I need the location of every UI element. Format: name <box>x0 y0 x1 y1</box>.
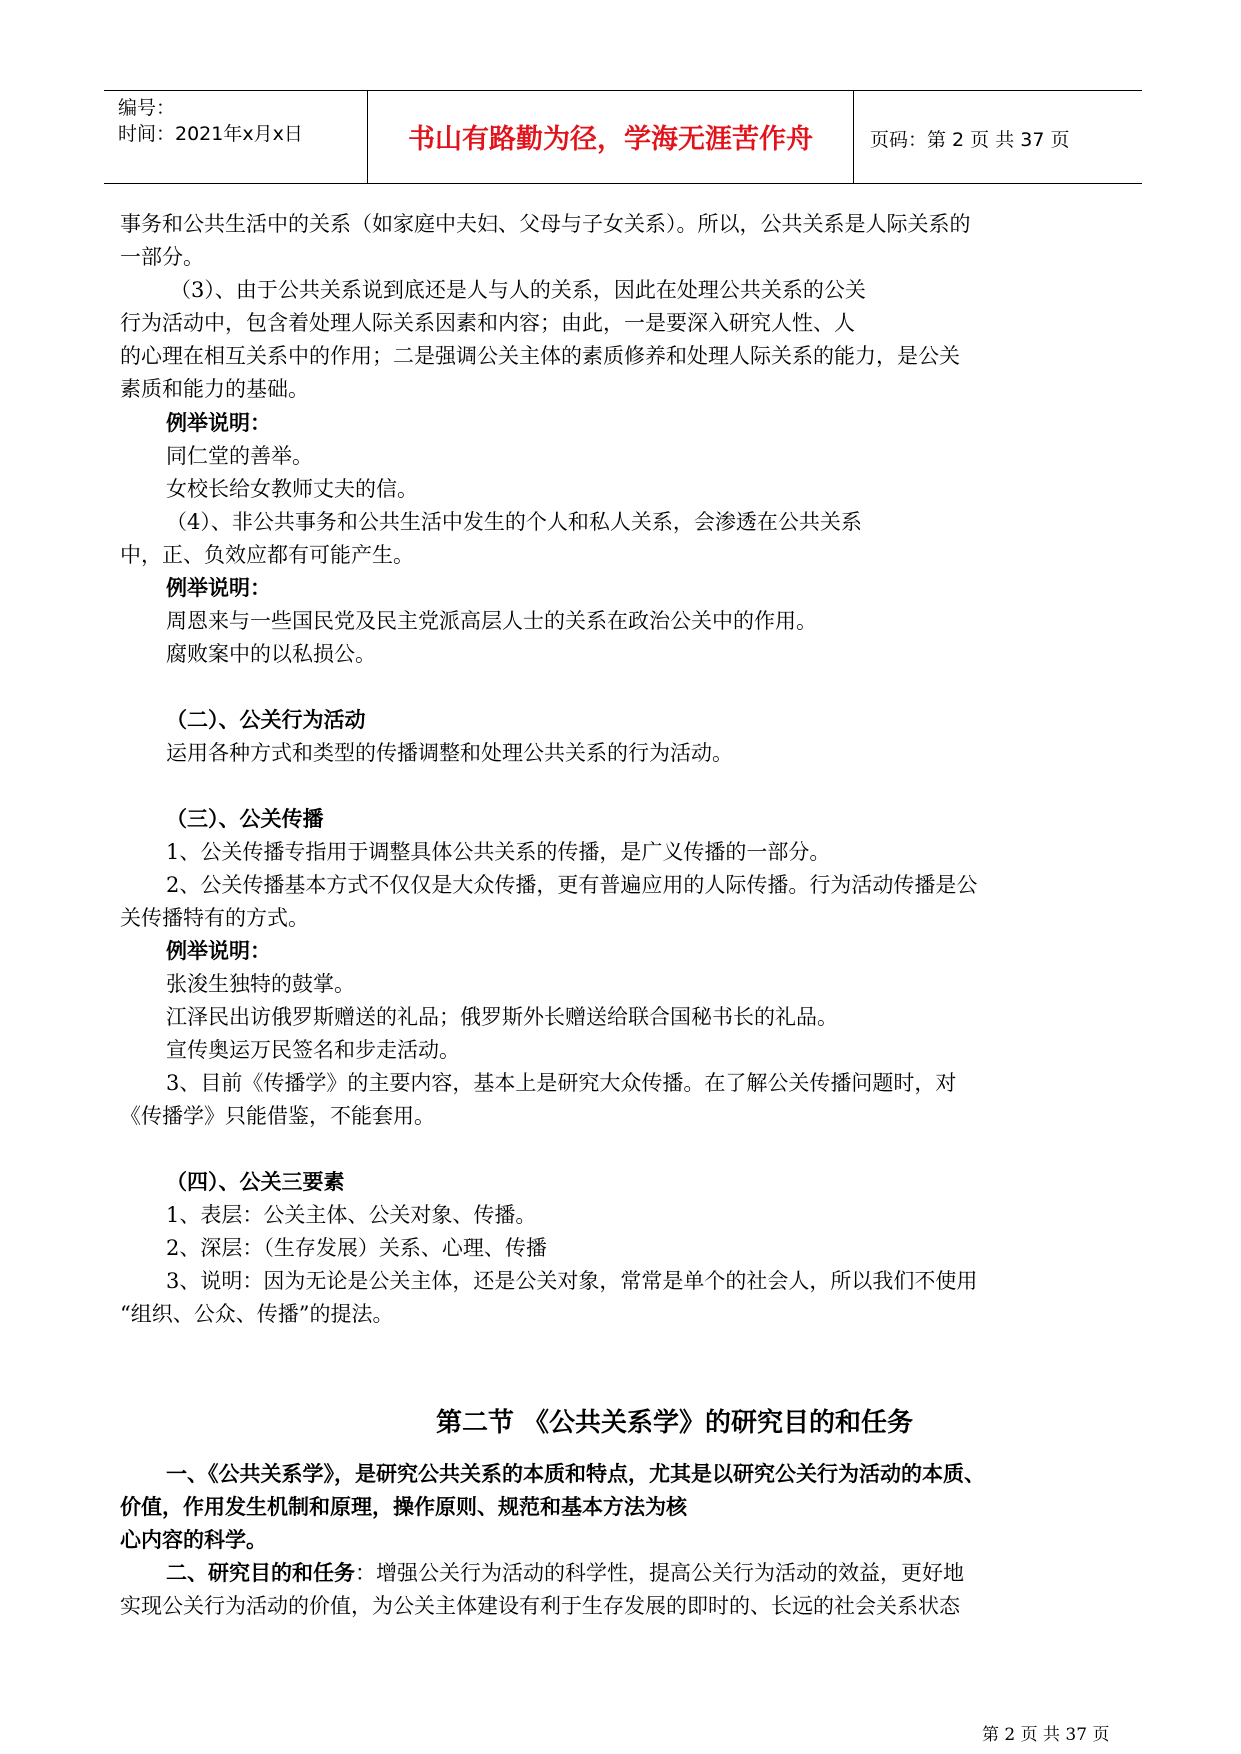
paragraph-line: 一、《公共关系学》，是研究公共关系的本质和特点，尤其是以研究公关行为活动的本质、 <box>166 1462 985 1486</box>
paragraph-line: 事务和公共生活中的关系（如家庭中夫妇、父母与子女关系）。所以，公共关系是人际关系的 <box>120 212 971 236</box>
example-item: 张浚生独特的鼓掌。 <box>166 972 355 996</box>
section-heading: （二）、公关行为活动 <box>166 708 366 732</box>
paragraph-line: 价值，作用发生机制和原理，操作原则、规范和基本方法为核 <box>120 1495 687 1519</box>
document-time-label: 时间：2021年x月x日 <box>118 123 303 145</box>
paragraph-line: 的心理在相互关系中的作用；二是强调公关主体的素质修养和处理人际关系的能力，是公关 <box>120 344 960 368</box>
page-footer: 第 2 页 共 37 页 <box>982 1725 1110 1745</box>
example-item: 周恩来与一些国民党及民主党派高层人士的关系在政治公关中的作用。 <box>166 609 817 633</box>
header-meta-cell <box>104 91 368 183</box>
paragraph-line <box>166 1557 964 1590</box>
paragraph-line: 2、公关传播基本方式不仅仅是大众传播，更有普遍应用的人际传播。行为活动传播是公 <box>166 873 978 897</box>
section-heading: （四）、公关三要素 <box>166 1170 345 1194</box>
paragraph-line: 素质和能力的基础。 <box>120 377 309 401</box>
document-number-label: 编号： <box>118 97 176 119</box>
paragraph-line: 实现公关行为活动的价值，为公关主体建设有利于生存发展的即时的、长远的社会关系状态 <box>120 1594 960 1618</box>
paragraph-line: 行为活动中，包含着处理人际关系因素和内容；由此，一是要深入研究人性、人 <box>120 311 855 335</box>
example-heading: 例举说明： <box>166 411 271 435</box>
paragraph-line: 一部分。 <box>120 245 204 269</box>
header-motto: 书山有路勤为径，学海无涯苦作舟 <box>408 124 813 155</box>
example-item: 江泽民出访俄罗斯赠送的礼品；俄罗斯外长赠送给联合国秘书长的礼品。 <box>166 1005 838 1029</box>
example-item: 同仁堂的善举。 <box>166 444 313 468</box>
section-heading: （三）、公关传播 <box>166 807 324 831</box>
example-item: 腐败案中的以私损公。 <box>166 642 376 666</box>
example-heading: 例举说明： <box>166 576 271 600</box>
inline-text: ：增强公关行为活动的科学性，提高公关行为活动的效益，更好地 <box>355 1561 964 1585</box>
paragraph-line: （3）、由于公共关系说到底还是人与人的关系，因此在处理公共关系的公关 <box>170 278 866 302</box>
header-motto-cell <box>368 91 854 183</box>
paragraph-line: 《传播学》只能借鉴，不能套用。 <box>120 1104 435 1128</box>
paragraph-line: 1、公关传播专指用于调整具体公共关系的传播，是广义传播的一部分。 <box>166 840 831 864</box>
paragraph-line: （4）、非公共事务和公共生活中发生的个人和私人关系，会渗透在公共关系 <box>166 510 862 534</box>
paragraph-line: 中，正、负效应都有可能产生。 <box>120 543 414 567</box>
paragraph-line: 1、表层：公关主体、公关对象、传播。 <box>166 1203 537 1227</box>
example-item: 宣传奥运万民签名和步走活动。 <box>166 1038 460 1062</box>
example-item: 女校长给女教师丈夫的信。 <box>166 477 418 501</box>
paragraph-line: 2、深层：（生存发展）关系、心理、传播 <box>166 1236 547 1260</box>
inline-heading: 二、研究目的和任务 <box>166 1561 355 1585</box>
paragraph-line: 心内容的科学。 <box>120 1528 267 1552</box>
header-page-number: 页码：第 2 页 共 37 页 <box>870 129 1070 151</box>
paragraph-line: “组织、公众、传播”的提法。 <box>120 1302 394 1326</box>
paragraph-line: 运用各种方式和类型的传播调整和处理公共关系的行为活动。 <box>166 741 733 765</box>
paragraph-line: 关传播特有的方式。 <box>120 906 309 930</box>
example-heading: 例举说明： <box>166 939 271 963</box>
paragraph-line: 3、说明：因为无论是公关主体，还是公关对象，常常是单个的社会人，所以我们不使用 <box>166 1269 978 1293</box>
header-page-cell <box>854 91 1142 183</box>
page-header-table <box>104 90 1142 184</box>
chapter-section-title: 第二节 《公共关系学》的研究目的和任务 <box>436 1408 914 1438</box>
paragraph-line: 3、目前《传播学》的主要内容，基本上是研究大众传播。在了解公关传播问题时，对 <box>166 1071 957 1095</box>
